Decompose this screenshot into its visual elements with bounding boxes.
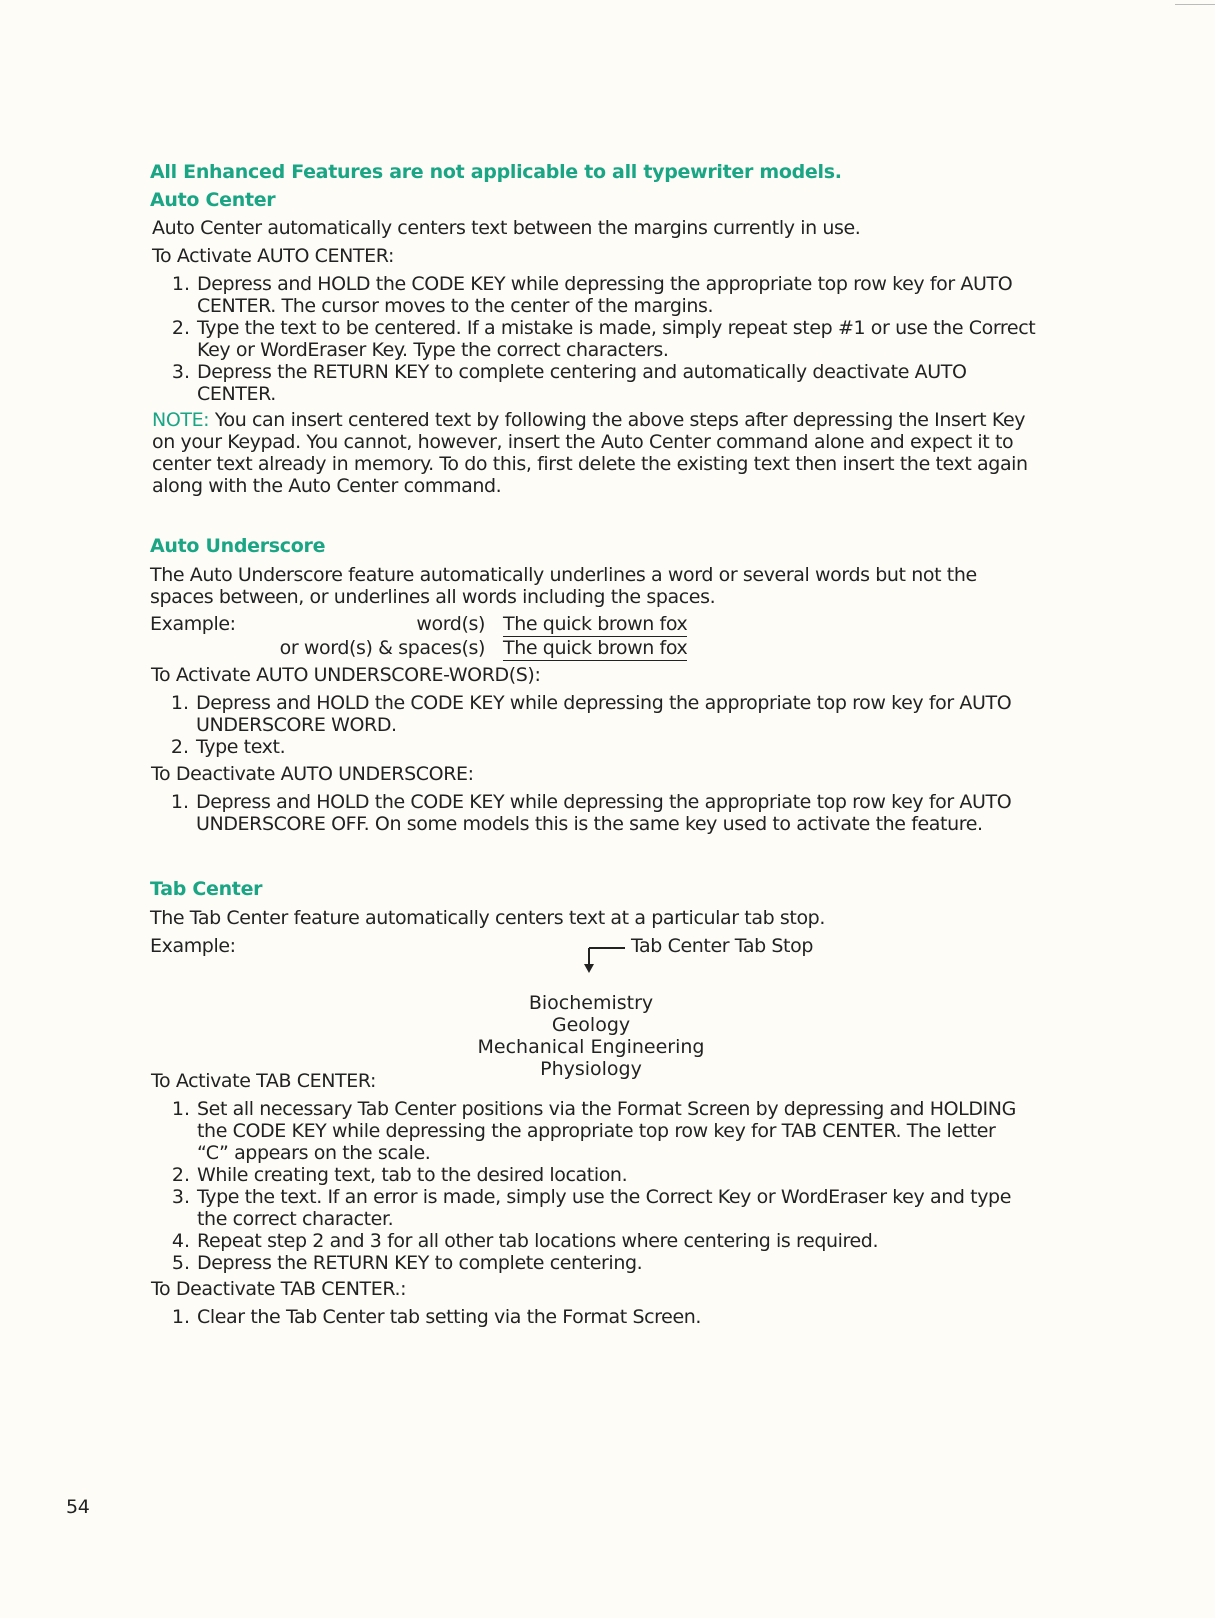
step-line: Depress and HOLD the CODE KEY while depressing the appropriate top row key for AUTO xyxy=(196,791,1012,813)
step-number: 2. xyxy=(171,317,190,339)
tab-stop-label: Tab Center Tab Stop xyxy=(631,935,813,957)
step-line: CENTER. xyxy=(197,383,276,405)
step-number: 1. xyxy=(171,1098,190,1120)
step-line: UNDERSCORE WORD. xyxy=(196,714,397,736)
step-line: the CODE KEY while depressing the appropriate top row key for TAB CENTER. The letter xyxy=(197,1120,996,1142)
page-number: 54 xyxy=(66,1496,90,1518)
example-word-text xyxy=(503,613,687,635)
example-space-label: or word(s) & spaces(s) xyxy=(279,637,485,659)
step-line: Depress the RETURN KEY to complete centering and automatically deactivate AUTO xyxy=(197,361,967,383)
example-space-text xyxy=(503,637,687,659)
header-note: All Enhanced Features are not applicable to all typewriter models. xyxy=(150,161,842,183)
step-number: 3. xyxy=(171,1186,190,1208)
example-word-label: word(s) xyxy=(416,613,485,635)
step-line: UNDERSCORE OFF. On some models this is the same key used to activate the feature. xyxy=(196,813,983,835)
centered-example-line: Geology xyxy=(551,1014,631,1036)
auto-center-title: Auto Center xyxy=(150,189,276,211)
centered-example-line: Mechanical Engineering xyxy=(477,1036,705,1058)
step-line: Repeat step 2 and 3 for all other tab locations where centering is required. xyxy=(197,1230,879,1252)
note-text: You can insert centered text by following the above steps after depressing the Insert Key xyxy=(209,409,1026,431)
step-number: 3. xyxy=(171,361,190,383)
step-line: Depress and HOLD the CODE KEY while depressing the appropriate top row key for AUTO xyxy=(196,692,1012,714)
tab-center-deactivate-label: To Deactivate TAB CENTER.: xyxy=(151,1278,407,1300)
note-line: on your Keypad. You cannot, however, insert the Auto Center command alone and expect it to xyxy=(152,431,1014,453)
tab-center-example-label: Example: xyxy=(150,935,236,957)
step-line: Type text. xyxy=(196,736,286,758)
note-paragraph xyxy=(152,409,1025,431)
step-line: Key or WordEraser Key. Type the correct characters. xyxy=(197,339,669,361)
note-line: center text already in memory. To do this, first delete the existing text then insert the text again xyxy=(152,453,1028,475)
step-line: Depress and HOLD the CODE KEY while depressing the appropriate top row key for AUTO xyxy=(197,273,1013,295)
note-line: along with the Auto Center command. xyxy=(152,475,502,497)
step-number: 4. xyxy=(171,1230,190,1252)
note-label: NOTE: xyxy=(152,409,210,431)
auto-center-intro: Auto Center automatically centers text between the margins currently in use. xyxy=(152,217,861,239)
step-line: Set all necessary Tab Center positions via the Format Screen by depressing and HOLDING xyxy=(197,1098,1016,1120)
auto-underscore-intro-line: The Auto Underscore feature automatically underlines a word or several words but not the xyxy=(150,564,977,586)
step-number: 1. xyxy=(170,692,189,714)
step-line: Depress the RETURN KEY to complete centering. xyxy=(197,1252,643,1274)
step-number: 1. xyxy=(170,791,189,813)
step-number: 2. xyxy=(171,1164,190,1186)
centered-example-line: Biochemistry xyxy=(528,992,654,1014)
auto-underscore-deactivate-label: To Deactivate AUTO UNDERSCORE: xyxy=(151,763,474,785)
step-line: “C” appears on the scale. xyxy=(197,1142,431,1164)
tab-center-title: Tab Center xyxy=(150,878,263,900)
step-number: 1. xyxy=(171,1306,190,1328)
centered-example-line: Physiology xyxy=(540,1058,642,1080)
step-number: 5. xyxy=(171,1252,190,1274)
step-line: Type the text. If an error is made, simply use the Correct Key or WordEraser key and type xyxy=(197,1186,1011,1208)
step-line: Type the text to be centered. If a mistake is made, simply repeat step #1 or use the Correct xyxy=(197,317,1036,339)
underlined-word-example: The quick brown fox xyxy=(503,613,688,635)
step-line: While creating text, tab to the desired location. xyxy=(197,1164,628,1186)
auto-center-activate-label: To Activate AUTO CENTER: xyxy=(152,245,394,267)
example-label: Example: xyxy=(150,613,236,635)
tab-center-activate-label: To Activate TAB CENTER: xyxy=(151,1070,377,1092)
step-number: 1. xyxy=(171,273,190,295)
step-line: CENTER. The cursor moves to the center of the margins. xyxy=(197,295,714,317)
top-edge-line xyxy=(1175,4,1215,5)
tab-center-intro: The Tab Center feature automatically centers text at a particular tab stop. xyxy=(150,907,825,929)
step-line: Clear the Tab Center tab setting via the Format Screen. xyxy=(197,1306,702,1328)
auto-underscore-title: Auto Underscore xyxy=(150,535,326,557)
underlined-space-example: The quick brown fox xyxy=(503,637,688,659)
auto-underscore-activate-label: To Activate AUTO UNDERSCORE-WORD(S): xyxy=(151,664,541,686)
auto-underscore-intro-line: spaces between, or underlines all words including the spaces. xyxy=(150,586,716,608)
step-line: the correct character. xyxy=(197,1208,394,1230)
step-number: 2. xyxy=(170,736,189,758)
tab-stop-arrow-icon xyxy=(580,944,628,978)
